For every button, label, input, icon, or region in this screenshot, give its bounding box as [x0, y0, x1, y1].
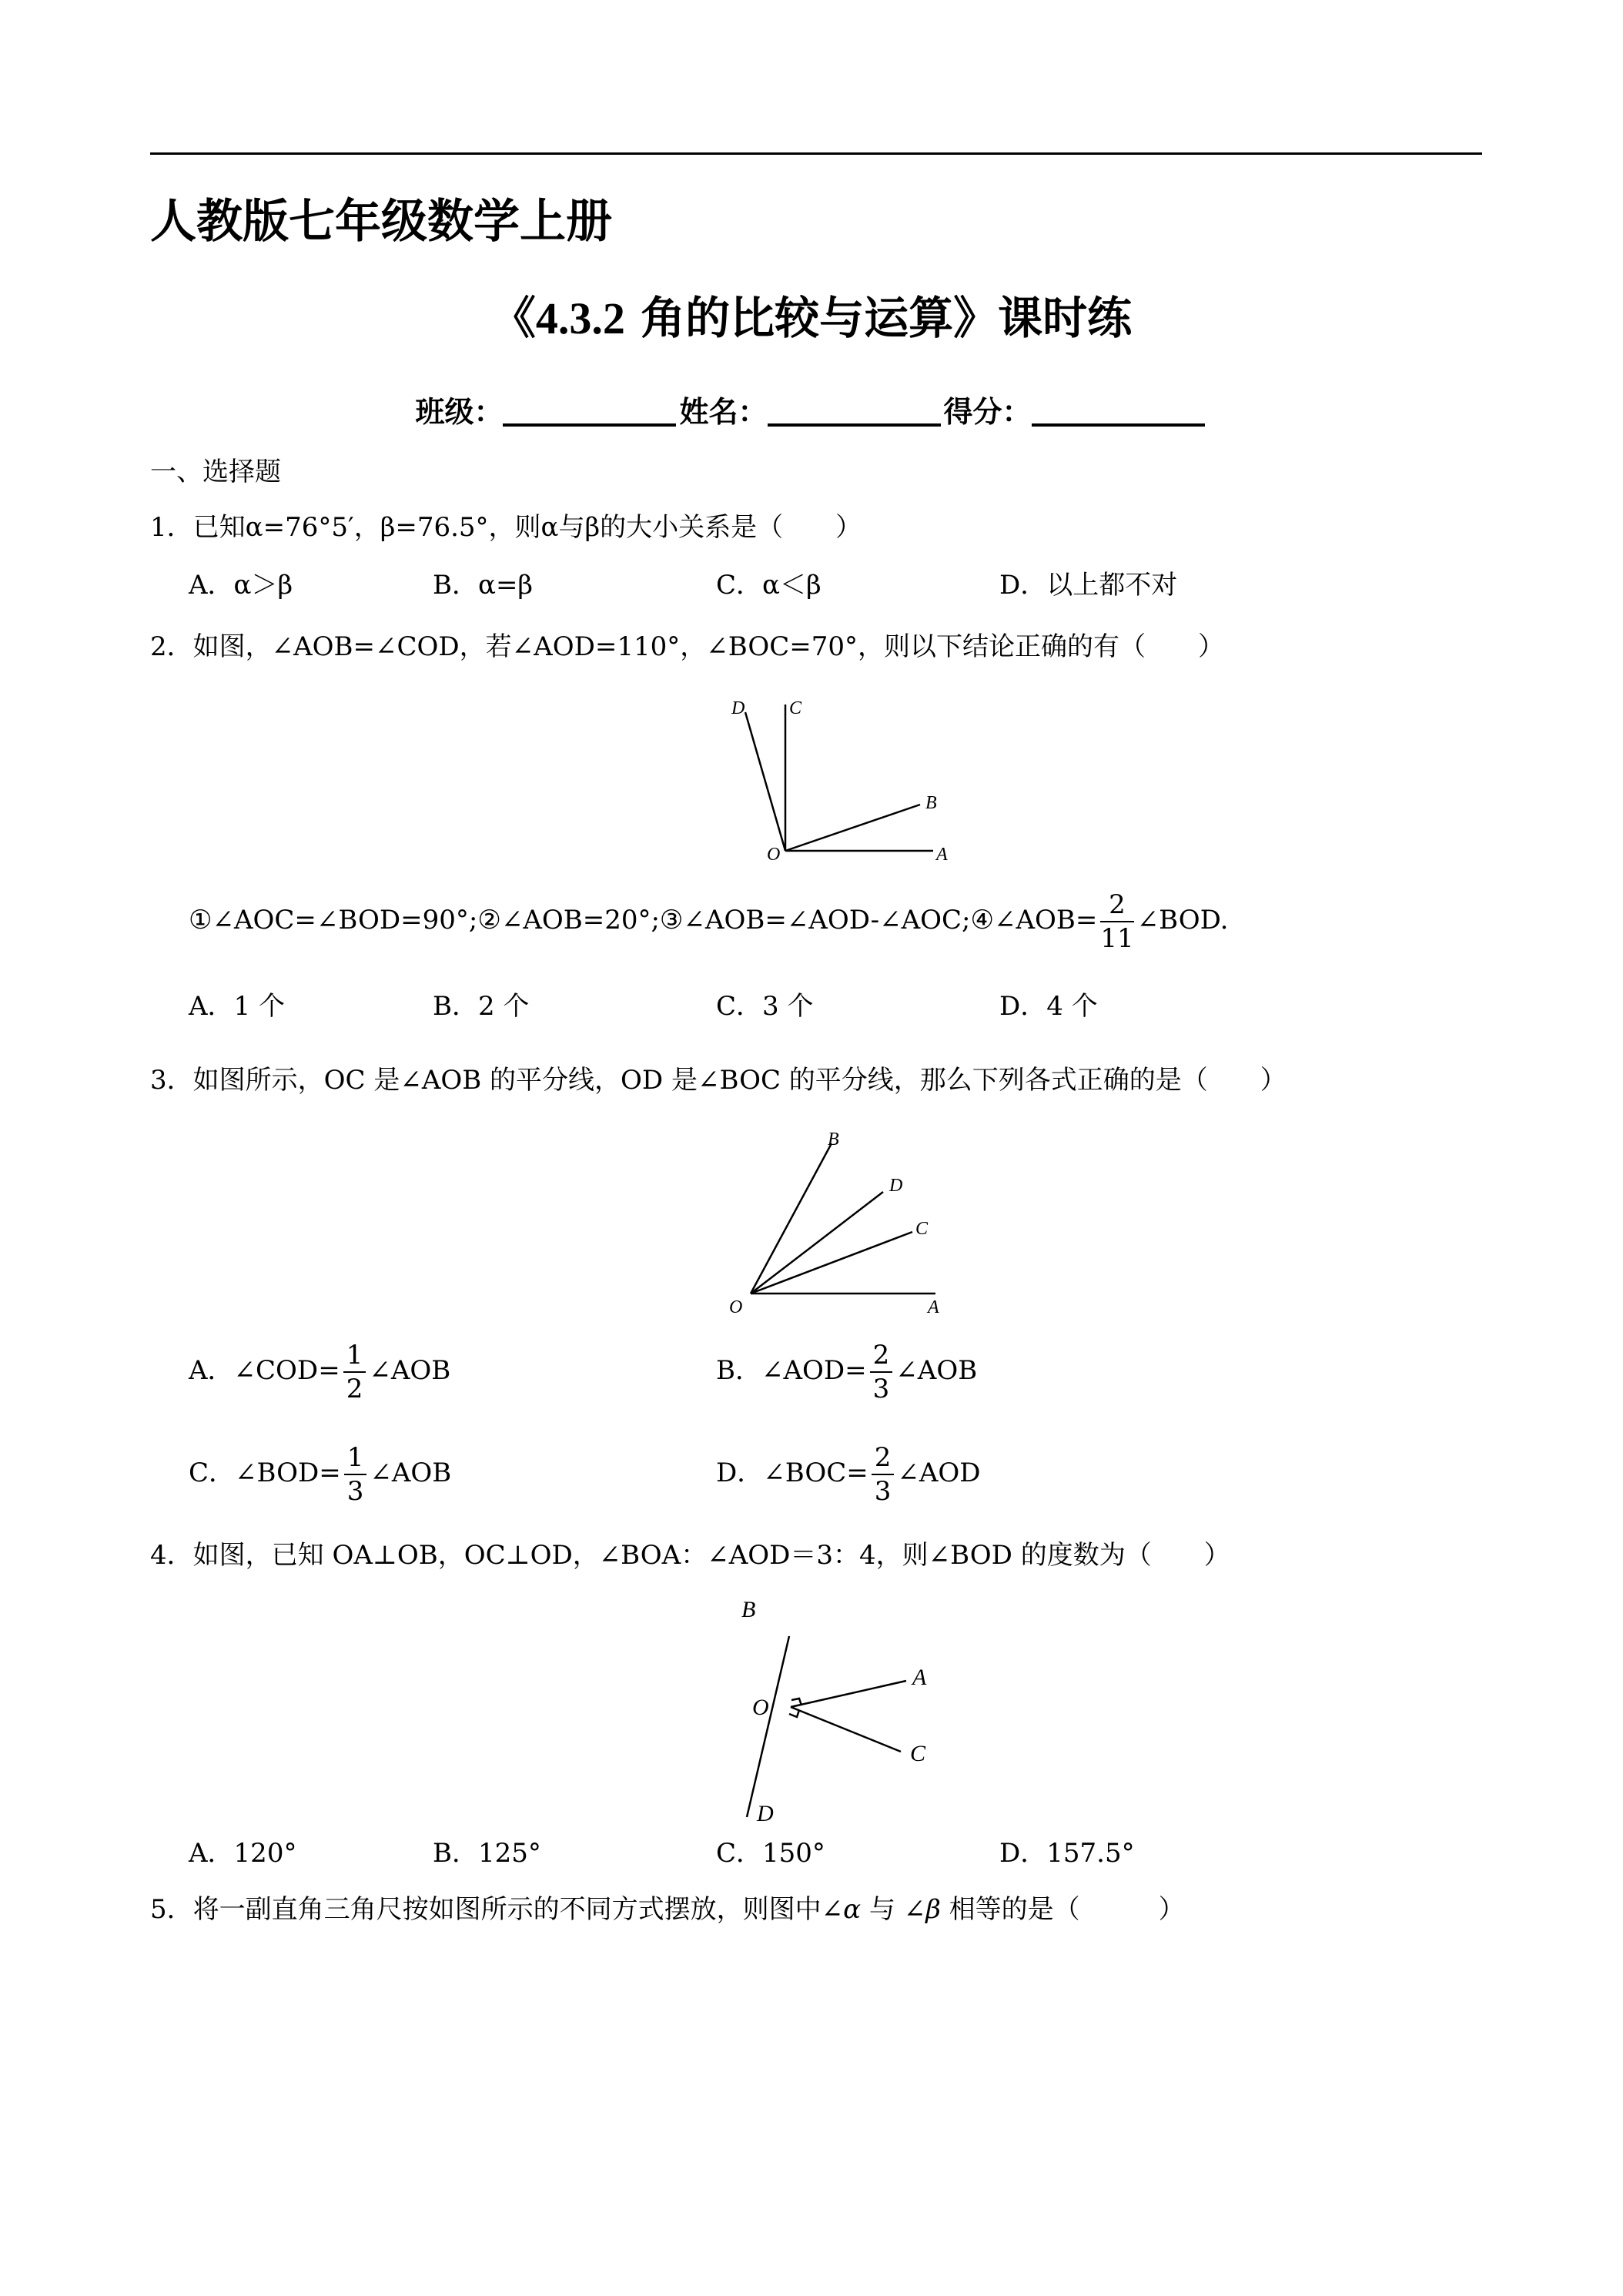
- q3-c-pre: C．∠BOD=: [189, 1458, 341, 1488]
- q4-option-a[interactable]: A．120°: [189, 1838, 297, 1869]
- q3-a-post: ∠AOB: [369, 1355, 451, 1386]
- label-b: B: [925, 793, 937, 813]
- top-rule: [150, 152, 1482, 155]
- label-o: O: [767, 845, 781, 865]
- question-5-stem: [150, 1890, 1185, 1929]
- label-b: B: [741, 1597, 756, 1622]
- q2-option-a[interactable]: A．1 个: [189, 991, 285, 1022]
- ray-ob: [785, 805, 920, 851]
- q5-beta: ∠β: [903, 1894, 941, 1925]
- class-blank[interactable]: [503, 393, 676, 427]
- q3-option-d[interactable]: [716, 1438, 981, 1508]
- q5-mid: 与: [861, 1894, 904, 1925]
- section-title: 一、选择题: [150, 457, 281, 487]
- name-blank[interactable]: [768, 393, 941, 427]
- name-label: 姓名：: [679, 395, 768, 429]
- question-3-stem: 3．如图所示，OC 是∠AOB 的平分线，OD 是∠BOC 的平分线，那么下列各式正确的是（ ）: [150, 1065, 1287, 1096]
- score-blank[interactable]: [1032, 393, 1205, 427]
- score-label: 得分：: [943, 395, 1032, 429]
- label-b: B: [828, 1130, 839, 1150]
- q4-option-c[interactable]: C．150°: [716, 1838, 825, 1869]
- q3-c-fraction: [344, 1442, 367, 1507]
- ray-oc: [751, 1232, 912, 1294]
- q1-option-a[interactable]: A．α＞β: [189, 570, 293, 601]
- label-c: C: [915, 1219, 929, 1239]
- line-bd: [747, 1636, 789, 1817]
- label-d: D: [889, 1176, 903, 1196]
- q3-b-pre: B．∠AOD=: [716, 1355, 867, 1386]
- q3-b-fraction: [870, 1342, 893, 1402]
- class-label: 班级：: [415, 395, 504, 429]
- q1-option-c[interactable]: C．α＜β: [716, 570, 822, 601]
- q3-a-pre: A．∠COD=: [189, 1355, 340, 1386]
- q2-statement-main: ①∠AOC=∠BOD=90°;②∠AOB=20°;③∠AOB=∠AOD-∠AOC;④∠AOB=: [189, 905, 1098, 935]
- q3-c-post: ∠AOB: [370, 1458, 452, 1488]
- ray-ob: [751, 1143, 832, 1294]
- label-c: C: [789, 698, 802, 718]
- q2-fraction-den: 11: [1100, 923, 1134, 954]
- q3-d-den: 3: [874, 1476, 892, 1507]
- q3-a-den: 2: [346, 1374, 363, 1404]
- q2-angle-figure: [716, 689, 955, 874]
- q5-stem-pre: 5．将一副直角三角尺按如图所示的不同方式摆放，则图中: [150, 1894, 822, 1925]
- q3-angle-figure: [720, 1120, 951, 1320]
- q2-option-c[interactable]: C．3 个: [716, 991, 814, 1022]
- q1-option-b[interactable]: B．α=β: [433, 570, 534, 601]
- q4-angle-figure: [728, 1582, 959, 1829]
- q3-c-den: 3: [346, 1476, 364, 1507]
- q5-stem-post: 相等的是（ ）: [940, 1894, 1185, 1925]
- q3-b-den: 3: [872, 1374, 890, 1404]
- label-d: D: [757, 1801, 774, 1826]
- label-a: A: [912, 1665, 927, 1690]
- q3-d-fraction: [872, 1442, 895, 1507]
- label-c: C: [910, 1741, 926, 1766]
- q2-option-d[interactable]: D．4 个: [999, 991, 1098, 1022]
- question-4-stem: 4．如图，已知 OA⊥OB，OC⊥OD，∠BOA：∠AOD＝3：4，则∠BOD 的度数为（ ）: [150, 1540, 1230, 1571]
- ray-oc: [791, 1707, 901, 1752]
- q2-statement-tail: ∠BOD.: [1136, 905, 1229, 935]
- lesson-title: [0, 287, 1623, 350]
- label-o: O: [752, 1695, 769, 1720]
- q3-d-post: ∠AOD: [897, 1458, 981, 1488]
- q3-d-pre: D．∠BOC=: [716, 1458, 868, 1488]
- ray-od: [745, 712, 785, 851]
- q2-option-b[interactable]: B．2 个: [433, 991, 530, 1022]
- q1-option-d[interactable]: D．以上都不对: [999, 570, 1178, 601]
- q5-alpha: ∠α: [821, 1894, 862, 1925]
- q3-option-b[interactable]: [716, 1336, 977, 1405]
- ray-od: [751, 1192, 883, 1294]
- label-a: A: [928, 1297, 939, 1317]
- question-2-stem: 2．如图，∠AOB=∠COD，若∠AOD=110°，∠BOC=70°，则以下结论正确的有（ ）: [150, 631, 1224, 662]
- q4-option-b[interactable]: B．125°: [433, 1838, 541, 1869]
- lesson-open: 《: [490, 292, 536, 344]
- label-o: O: [729, 1297, 743, 1317]
- ray-oa: [791, 1681, 906, 1707]
- q3-b-post: ∠AOB: [895, 1355, 978, 1386]
- book-title: 人教版七年级数学上册: [150, 195, 612, 249]
- student-info: [0, 389, 1623, 435]
- q3-option-c[interactable]: [189, 1438, 451, 1508]
- q3-d-num: 2: [872, 1444, 895, 1475]
- label-d: D: [731, 698, 745, 718]
- lesson-number: 4.3.2: [535, 293, 625, 343]
- q3-option-a[interactable]: [189, 1336, 450, 1405]
- q3-a-fraction: [343, 1342, 366, 1402]
- q2-fraction: [1100, 889, 1134, 954]
- q4-option-d[interactable]: D．157.5°: [999, 1838, 1135, 1869]
- q3-b-num: 2: [870, 1342, 893, 1373]
- question-1-stem: 1．已知α=76°5′，β=76.5°，则α与β的大小关系是（ ）: [150, 512, 862, 543]
- label-a: A: [936, 845, 948, 865]
- right-angle-mark-cod: [789, 1710, 799, 1717]
- q3-a-num: 1: [343, 1342, 366, 1373]
- q3-c-num: 1: [344, 1444, 367, 1475]
- q2-statements: [189, 885, 1228, 955]
- lesson-name: 角的比较与运算》课时练: [624, 292, 1133, 344]
- q2-fraction-num: 2: [1100, 892, 1133, 922]
